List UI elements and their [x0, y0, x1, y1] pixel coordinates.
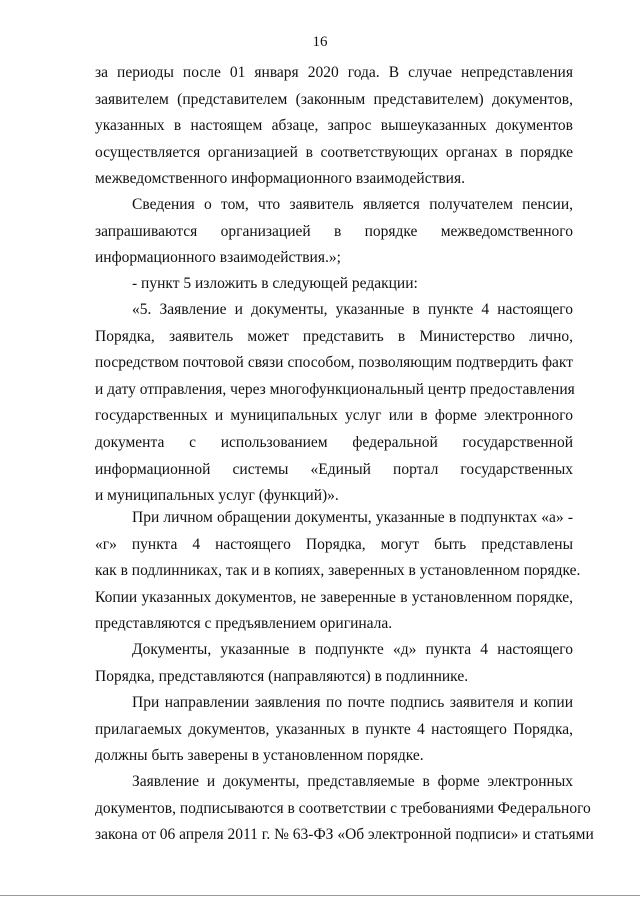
paragraph-amendment-intro [95, 271, 573, 298]
text-line: государственных и муниципальных услуг или в форме электронного [95, 407, 573, 425]
paragraph-electronic-docs [95, 769, 594, 849]
text-line: за периоды после 01 января 2020 года. В случае непредставления [95, 64, 573, 81]
paragraph-personal-visit [95, 505, 581, 638]
text-line: информационной системы «Единый портал государственных [95, 460, 573, 478]
text-line: заявителем (представителем (законным представителем) документов, [95, 90, 573, 108]
text-line: При личном обращении документы, указанные в подпунктах «а» - [132, 509, 573, 526]
text-line: «5. Заявление и документы, указанные в пункте 4 настоящего [132, 301, 573, 318]
text-line: Порядка, представляются (направляются) в подлиннике. [95, 667, 469, 685]
text-line: межведомственного информационного взаимодействия. [95, 170, 465, 188]
text-line: документа с использованием федеральной государственной [95, 433, 573, 451]
text-line: При направлении заявления по почте подпись заявителя и копии [132, 694, 573, 711]
text-line: осуществляется организацией в соответствующих органах в порядке [95, 143, 573, 161]
paragraph-continuation [95, 60, 573, 193]
paragraph-original-docs [95, 637, 573, 690]
text-line: прилагаемых документов, указанных в пункте 4 настоящего Порядка, [95, 720, 573, 738]
text-line: - пункт 5 изложить в следующей редакции: [132, 275, 418, 292]
text-line: Заявление и документы, представляемые в форме электронных [132, 773, 573, 790]
text-line: должны быть заверены в установленном порядке. [95, 747, 424, 765]
text-line: и муниципальных услуг (функций)». [95, 487, 339, 505]
text-line: как в подлинниках, так и в копиях, заверенных в установленном порядке. [95, 562, 581, 580]
text-line: Документы, указанные в подпункте «д» пункта 4 настоящего [132, 641, 573, 658]
text-line: «г» пункта 4 настоящего Порядка, могут быть представлены [95, 535, 573, 553]
text-line: Сведения о том, что заявитель является получателем пенсии, [132, 196, 573, 213]
text-line: закона от 06 апреля 2011 г. № 63-ФЗ «Об электронной подписи» и статьями [95, 826, 594, 844]
paragraph-mail-submission [95, 690, 573, 770]
text-line: посредством почтовой связи способом, позволяющим подтвердить факт [95, 354, 573, 372]
text-line: Копии указанных документов, не заверенные в установленном порядке, [95, 588, 573, 606]
text-line: представляются с предъявлением оригинала. [95, 615, 393, 633]
text-line: Порядка, заявитель может представить в Министерство лично, [95, 327, 573, 345]
text-line: документов, подписываются в соответствии с требованиями Федерального [95, 799, 591, 817]
paragraph-pension-info [95, 192, 573, 272]
text-line: указанных в настоящем абзаце, запрос вышеуказанных документов [95, 117, 573, 135]
page-bottom-divider [0, 895, 640, 896]
paragraph-point-5 [95, 297, 573, 510]
page-number: 16 [312, 34, 328, 50]
text-line: запрашиваются организацией в порядке межведомственного [95, 222, 573, 240]
text-line: информационного взаимодействия.»; [95, 249, 341, 267]
text-line: и дату отправления, через многофункциональный центр предоставления [95, 380, 575, 398]
